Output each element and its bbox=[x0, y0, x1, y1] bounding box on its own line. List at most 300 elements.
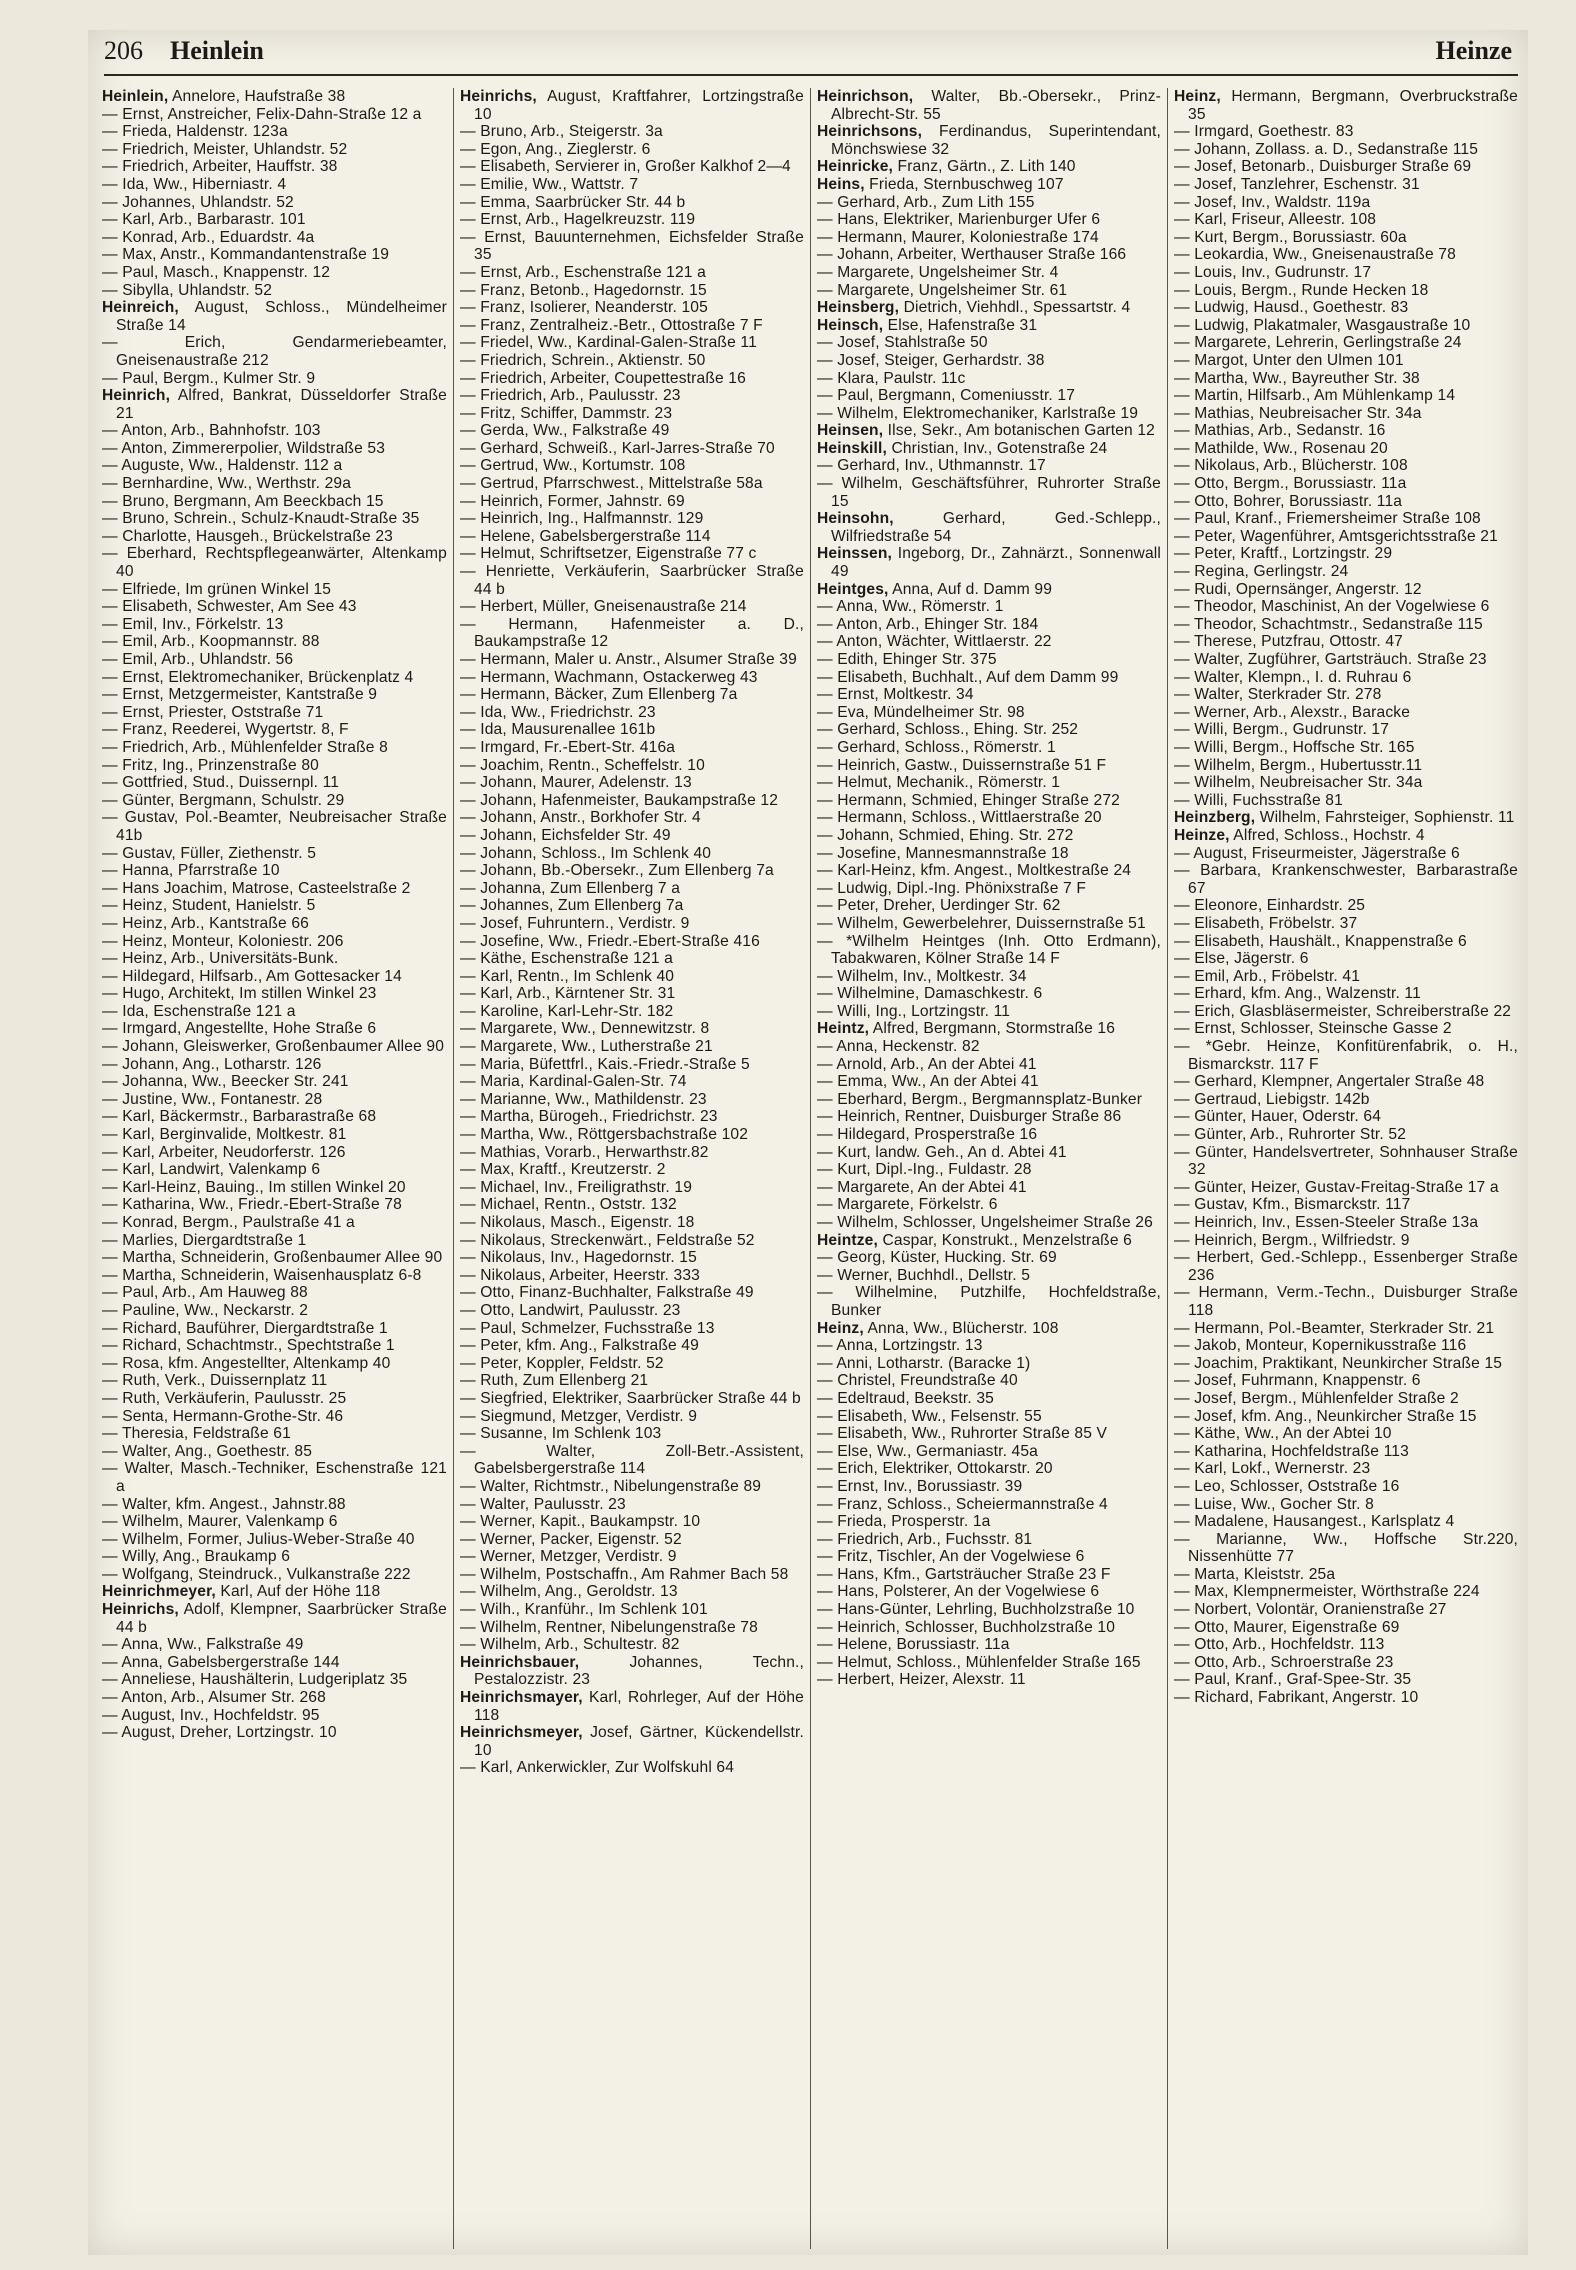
entry-text: — Wilhelm, Former, Julius-Weber-Straße 40 bbox=[102, 1530, 415, 1548]
entry-text: — Anton, Arb., Bahnhofstr. 103 bbox=[102, 422, 321, 440]
directory-entry bbox=[817, 229, 1161, 247]
directory-entry bbox=[817, 211, 1161, 229]
directory-entry bbox=[460, 1689, 804, 1724]
directory-entry bbox=[817, 1583, 1161, 1601]
directory-entry bbox=[817, 1179, 1161, 1197]
entry-text: — Elfriede, Im grünen Winkel 15 bbox=[102, 580, 332, 598]
entry-text: — Johann, Anstr., Borkhofer Str. 4 bbox=[460, 809, 701, 827]
directory-entry bbox=[817, 897, 1161, 915]
entry-text: — Eva, Mündelheimer Str. 98 bbox=[817, 703, 1025, 721]
directory-entry bbox=[460, 1759, 804, 1777]
directory-entry bbox=[460, 475, 804, 493]
header-right-guide-word: Heinze bbox=[1435, 36, 1512, 65]
directory-entry bbox=[1174, 405, 1518, 423]
entry-text: — Josef, kfm. Ang., Neunkircher Straße 15 bbox=[1174, 1407, 1477, 1425]
entry-text: — Erich, Elektriker, Ottokarstr. 20 bbox=[817, 1460, 1053, 1478]
entry-text: — Martha, Bürogeh., Friedrichstr. 23 bbox=[460, 1108, 718, 1126]
directory-entry bbox=[460, 1654, 804, 1689]
page-number: 206 bbox=[104, 36, 143, 65]
entry-text: — Käthe, Ww., An der Abtei 10 bbox=[1174, 1425, 1392, 1443]
directory-entry bbox=[817, 1232, 1161, 1250]
directory-entry bbox=[460, 616, 804, 651]
entry-text: — Friedrich, Meister, Uhlandstr. 52 bbox=[102, 140, 348, 158]
directory-entry bbox=[102, 721, 447, 739]
directory-entry bbox=[102, 1196, 447, 1214]
entry-text: — Josefine, Ww., Friedr.-Ebert-Straße 416 bbox=[460, 932, 760, 950]
directory-entry bbox=[1174, 1654, 1518, 1672]
directory-entry bbox=[102, 1390, 447, 1408]
entry-text: — Ernst, Priester, Oststraße 71 bbox=[102, 703, 324, 721]
directory-entry bbox=[102, 1056, 447, 1074]
directory-entry bbox=[1174, 862, 1518, 897]
directory-entry bbox=[102, 229, 447, 247]
directory-entry bbox=[817, 1020, 1161, 1038]
directory-entry bbox=[102, 457, 447, 475]
directory-entry bbox=[102, 1179, 447, 1197]
directory-entry bbox=[102, 651, 447, 669]
entry-text: — Gustav, Kfm., Bismarckstr. 117 bbox=[1174, 1196, 1411, 1214]
directory-entry bbox=[817, 1038, 1161, 1056]
directory-entry bbox=[460, 968, 804, 986]
entry-text: — Käthe, Eschenstraße 121 a bbox=[460, 950, 673, 968]
entry-text: Ingeborg, Dr., Zahnärzt., Sonnenwall 49 bbox=[831, 545, 1161, 581]
entry-text: — Willi, Ing., Lortzingstr. 11 bbox=[817, 1002, 1011, 1020]
directory-entry bbox=[460, 686, 804, 704]
directory-entry bbox=[102, 862, 447, 880]
entry-text: — Margarete, An der Abtei 41 bbox=[817, 1178, 1027, 1196]
entry-text: — Werner, Metzger, Verdistr. 9 bbox=[460, 1548, 677, 1566]
entry-text: — Susanne, Im Schlenk 103 bbox=[460, 1425, 662, 1443]
directory-entry bbox=[1174, 334, 1518, 352]
entry-text: — Margarete, Ww., Lutherstraße 21 bbox=[460, 1038, 713, 1056]
directory-entry bbox=[102, 1425, 447, 1443]
directory-entry bbox=[1174, 440, 1518, 458]
entry-text: Walter, Bb.-Obersekr., Prinz-Albrecht-Str. 55 bbox=[831, 88, 1161, 123]
directory-entry bbox=[460, 229, 804, 264]
directory-entry bbox=[460, 563, 804, 598]
entry-text: — Elisabeth, Haushält., Knappenstraße 6 bbox=[1174, 932, 1467, 950]
entry-text: — Max, Klempnermeister, Wörthstraße 224 bbox=[1174, 1583, 1480, 1601]
directory-entry bbox=[1174, 633, 1518, 651]
directory-entry bbox=[1174, 915, 1518, 933]
directory-entry bbox=[460, 510, 804, 528]
directory-entry bbox=[817, 827, 1161, 845]
directory-entry bbox=[1174, 123, 1518, 141]
entry-text: Franz, Gärtn., Z. Lith 140 bbox=[893, 158, 1076, 176]
entry-text: — Erhard, kfm. Ang., Walzenstr. 11 bbox=[1174, 985, 1421, 1003]
entry-text: — Hermann, Maler u. Anstr., Alsumer Straße 39 bbox=[460, 651, 797, 668]
entry-text: — Walter, Paulusstr. 23 bbox=[460, 1495, 626, 1513]
directory-entry bbox=[817, 1496, 1161, 1514]
directory-entry bbox=[817, 581, 1161, 599]
directory-entry bbox=[460, 1443, 804, 1478]
entry-text: — Emil, Arb., Uhlandstr. 56 bbox=[102, 651, 294, 668]
entry-text: — Margot, Unter den Ulmen 101 bbox=[1174, 351, 1404, 369]
directory-entry bbox=[1174, 1232, 1518, 1250]
directory-entry bbox=[1174, 299, 1518, 317]
directory-entry bbox=[817, 1144, 1161, 1162]
entry-text: — Elisabeth, Schwester, Am See 43 bbox=[102, 598, 357, 616]
directory-entry bbox=[817, 598, 1161, 616]
entry-text: — Gustav, Pol.-Beamter, Neubreisacher Straße 41b bbox=[102, 809, 447, 844]
entry-text: — Emil, Arb., Koopmannstr. 88 bbox=[102, 633, 320, 651]
entry-text: — Friedrich, Arb., Mühlenfelder Straße 8 bbox=[102, 738, 388, 756]
surname: Heinsohn, bbox=[817, 510, 894, 528]
directory-entry bbox=[460, 299, 804, 317]
directory-entry bbox=[460, 1478, 804, 1496]
entry-text: — Wilhelm, Neubreisacher Str. 34a bbox=[1174, 774, 1423, 792]
directory-entry bbox=[102, 1091, 447, 1109]
directory-entry bbox=[1174, 370, 1518, 388]
surname: Heinreich, bbox=[102, 299, 179, 317]
entry-text: — Anna, Ww., Römerstr. 1 bbox=[817, 598, 1004, 616]
directory-entry bbox=[460, 405, 804, 423]
entry-text: — Hermann, Bäcker, Zum Ellenberg 7a bbox=[460, 686, 738, 704]
entry-text: — Gerhard, Schloss., Ehing. Str. 252 bbox=[817, 721, 1079, 739]
directory-entry bbox=[1174, 1179, 1518, 1197]
directory-entry bbox=[460, 862, 804, 880]
directory-entry bbox=[460, 721, 804, 739]
directory-entry bbox=[817, 370, 1161, 388]
directory-entry bbox=[460, 176, 804, 194]
directory-entry bbox=[1174, 264, 1518, 282]
column-2 bbox=[453, 88, 810, 2249]
directory-entry bbox=[1174, 1531, 1518, 1566]
entry-text: — Wilhelm, Elektromechaniker, Karlstraße 19 bbox=[817, 404, 1139, 422]
directory-entry bbox=[102, 1583, 447, 1601]
entry-text: — Heinrich, Bergm., Wilfriedstr. 9 bbox=[1174, 1231, 1410, 1249]
entry-text: — Norbert, Volontär, Oranienstraße 27 bbox=[1174, 1601, 1447, 1619]
entry-text: — Sibylla, Uhlandstr. 52 bbox=[102, 281, 273, 299]
entry-text: — Marlies, Diergardtstraße 1 bbox=[102, 1231, 307, 1249]
surname: Heintze, bbox=[817, 1231, 878, 1249]
directory-entry bbox=[1174, 1460, 1518, 1478]
entry-text: — Anneliese, Haushälterin, Ludgeriplatz 35 bbox=[102, 1671, 408, 1689]
directory-entry bbox=[102, 1531, 447, 1549]
directory-entry bbox=[460, 282, 804, 300]
directory-entry bbox=[102, 1654, 447, 1672]
entry-text: — Gerda, Ww., Falkstraße 49 bbox=[460, 422, 670, 440]
entry-text: — Irmgard, Fr.-Ebert-Str. 416a bbox=[460, 738, 676, 756]
directory-entry bbox=[817, 1548, 1161, 1566]
directory-entry bbox=[817, 1408, 1161, 1426]
directory-entry bbox=[460, 704, 804, 722]
entry-text: — Wilhelm, Bergm., Hubertusstr.11 bbox=[1174, 756, 1423, 774]
entry-text: — Willi, Fuchsstraße 81 bbox=[1174, 791, 1343, 809]
entry-text: — Johann, Hafenmeister, Baukampstraße 12 bbox=[460, 791, 779, 809]
directory-entry bbox=[817, 1478, 1161, 1496]
entry-text: — Werner, Buchhdl., Dellstr. 5 bbox=[817, 1266, 1031, 1284]
entry-text: — Walter, Sterkrader Str. 278 bbox=[1174, 686, 1382, 704]
entry-text: — Wilhelm, Postschaffn., Am Rahmer Bach 58 bbox=[460, 1565, 789, 1583]
directory-entry bbox=[460, 774, 804, 792]
entry-text: — Elisabeth, Servierer in, Großer Kalkhof 2—4 bbox=[460, 158, 791, 176]
directory-entry bbox=[1174, 721, 1518, 739]
entry-text: — Karl, Ankerwickler, Zur Wolfskuhl 64 bbox=[460, 1759, 735, 1777]
directory-entry bbox=[460, 1302, 804, 1320]
entry-text: — Kurt, Dipl.-Ing., Fuldastr. 28 bbox=[817, 1161, 1032, 1179]
entry-text: — Walter, Klempn., I. d. Ruhrau 6 bbox=[1174, 668, 1412, 686]
directory-entry bbox=[817, 1619, 1161, 1637]
entry-text: — Elisabeth, Ww., Ruhrorter Straße 85 V bbox=[817, 1425, 1108, 1443]
entry-text: — Nikolaus, Arbeiter, Heerstr. 333 bbox=[460, 1266, 700, 1284]
entry-text: — Heinrich, Ing., Halfmannstr. 129 bbox=[460, 510, 704, 528]
directory-entry bbox=[817, 1654, 1161, 1672]
entry-text: — Marianne, Ww., Mathildenstr. 23 bbox=[460, 1090, 707, 1108]
directory-entry bbox=[102, 1443, 447, 1461]
entry-text: — Heinrich, Schlosser, Buchholzstraße 10 bbox=[817, 1618, 1116, 1636]
entry-text: Alfred, Schloss., Hochstr. 4 bbox=[1229, 826, 1425, 844]
entry-text: — Heinz, Arb., Kantstraße 66 bbox=[102, 914, 310, 932]
directory-entry bbox=[102, 933, 447, 951]
entry-text: — Josef, Stahlstraße 50 bbox=[817, 334, 988, 352]
entry-text: — Walter, kfm. Angest., Jahnstr.88 bbox=[102, 1495, 346, 1513]
entry-text: — Otto, Bohrer, Borussiastr. 11a bbox=[1174, 492, 1403, 510]
directory-entry bbox=[460, 1126, 804, 1144]
surname: Heinsen, bbox=[817, 422, 884, 440]
directory-entry bbox=[1174, 1355, 1518, 1373]
entry-text: — Fritz, Tischler, An der Vogelwiese 6 bbox=[817, 1548, 1085, 1566]
directory-entry bbox=[460, 1408, 804, 1426]
entry-text: — Ernst, Bauunternehmen, Eichsfelder Straße 35 bbox=[460, 228, 804, 264]
entry-text: — Ruth, Verk., Duissernplatz 11 bbox=[102, 1372, 328, 1390]
directory-entry bbox=[102, 440, 447, 458]
entry-text: — Gerhard, Schweiß., Karl-Jarres-Straße 70 bbox=[460, 439, 775, 457]
entry-text: — Josef, Betonarb., Duisburger Straße 69 bbox=[1174, 158, 1472, 176]
entry-text: — Hans, Kfm., Gartsträucher Straße 23 F bbox=[817, 1565, 1111, 1583]
entry-text: — Günter, Handelsvertreter, Sohnhauser Straße 32 bbox=[1174, 1143, 1518, 1179]
directory-entry bbox=[102, 1038, 447, 1056]
entry-text: — Michael, Rentn., Oststr. 132 bbox=[460, 1196, 677, 1214]
directory-entry bbox=[1174, 1284, 1518, 1319]
directory-entry bbox=[460, 598, 804, 616]
directory-entry bbox=[817, 933, 1161, 968]
entry-text: — Martha, Ww., Röttgersbachstraße 102 bbox=[460, 1126, 749, 1144]
entry-text: — Otto, Bergm., Borussiastr. 11a bbox=[1174, 475, 1407, 493]
entry-text: — Anna, Heckenstr. 82 bbox=[817, 1038, 980, 1056]
entry-text: — Anton, Arb., Ehinger Str. 184 bbox=[817, 615, 1039, 633]
entry-text: — Klara, Paulstr. 11c bbox=[817, 369, 966, 387]
entry-text: — Margarete, Ungelsheimer Str. 61 bbox=[817, 281, 1068, 299]
entry-text: — Margarete, Förkelstr. 6 bbox=[817, 1196, 998, 1214]
directory-entry bbox=[1174, 809, 1518, 827]
directory-entry bbox=[102, 792, 447, 810]
entry-text: — Nikolaus, Arb., Blücherstr. 108 bbox=[1174, 457, 1408, 475]
entry-text: — Leo, Schlosser, Oststraße 16 bbox=[1174, 1477, 1400, 1495]
entry-text: — Wilhelm, Arb., Schultestr. 82 bbox=[460, 1636, 680, 1654]
directory-entry bbox=[1174, 1320, 1518, 1338]
entry-text: — Irmgard, Goethestr. 83 bbox=[1174, 123, 1354, 141]
entry-text: — Johann, Maurer, Adelenstr. 13 bbox=[460, 774, 692, 792]
directory-entry bbox=[460, 1531, 804, 1549]
page-header bbox=[104, 36, 1518, 76]
entry-text: — Theodor, Maschinist, An der Vogelwiese 6 bbox=[1174, 598, 1490, 616]
entry-text: — Otto, Finanz-Buchhalter, Falkstraße 49 bbox=[460, 1284, 754, 1302]
directory-entry bbox=[817, 1056, 1161, 1074]
directory-entry bbox=[1174, 211, 1518, 229]
directory-entry bbox=[460, 792, 804, 810]
directory-entry bbox=[817, 1601, 1161, 1619]
directory-entry bbox=[817, 1091, 1161, 1109]
entry-text: — Karl, Landwirt, Valenkamp 6 bbox=[102, 1161, 321, 1179]
directory-entry bbox=[1174, 651, 1518, 669]
entry-text: — Ernst, Moltkestr. 34 bbox=[817, 686, 974, 704]
directory-entry bbox=[460, 809, 804, 827]
entry-text: — Hans-Günter, Lehrling, Buchholzstraße 10 bbox=[817, 1601, 1135, 1619]
entry-text: Adolf, Klempner, Saarbrücker Straße 44 b bbox=[116, 1601, 447, 1636]
entry-text: — Friedel, Ww., Kardinal-Galen-Straße 11 bbox=[460, 334, 757, 352]
directory-entry bbox=[1174, 246, 1518, 264]
entry-text: — Frieda, Haldenstr. 123a bbox=[102, 123, 288, 141]
entry-text: — Rosa, kfm. Angestellter, Altenkamp 40 bbox=[102, 1354, 391, 1372]
column-1 bbox=[96, 88, 453, 2249]
entry-text: Else, Hafenstraße 31 bbox=[883, 316, 1038, 334]
directory-entry bbox=[817, 299, 1161, 317]
directory-entry bbox=[102, 264, 447, 282]
entry-text: — Ernst, Elektromechaniker, Brückenplatz 4 bbox=[102, 668, 414, 686]
entry-text: — Werner, Kapit., Baukampstr. 10 bbox=[460, 1513, 701, 1531]
directory-entry bbox=[1174, 1073, 1518, 1091]
directory-entry bbox=[1174, 1038, 1518, 1073]
entry-text: — Helmut, Schloss., Mühlenfelder Straße 165 bbox=[817, 1653, 1141, 1671]
entry-text: — Emil, Inv., Förkelstr. 13 bbox=[102, 615, 284, 633]
directory-entry bbox=[1174, 563, 1518, 581]
directory-entry bbox=[817, 1249, 1161, 1267]
directory-entry bbox=[102, 686, 447, 704]
entry-text: — Richard, Schachtmstr., Spechtstraße 1 bbox=[102, 1337, 395, 1355]
directory-entry bbox=[817, 387, 1161, 405]
entry-text: — Johann, Arbeiter, Werthauser Straße 166 bbox=[817, 246, 1127, 264]
directory-entry bbox=[817, 1003, 1161, 1021]
directory-entry bbox=[817, 264, 1161, 282]
entry-text: — Gerhard, Arb., Zum Lith 155 bbox=[817, 193, 1035, 211]
directory-entry bbox=[817, 1355, 1161, 1373]
directory-page bbox=[88, 30, 1528, 2255]
entry-text: — Hildegard, Hilfsarb., Am Gottesacker 14 bbox=[102, 967, 402, 985]
entry-text: — Theresia, Feldstraße 61 bbox=[102, 1425, 291, 1443]
entry-text: — Gerhard, Inv., Uthmannstr. 17 bbox=[817, 457, 1046, 475]
entry-text: — Hermann, Pol.-Beamter, Sterkrader Str. 21 bbox=[1174, 1319, 1495, 1337]
directory-entry bbox=[102, 598, 447, 616]
directory-entry bbox=[817, 440, 1161, 458]
directory-entry bbox=[460, 669, 804, 687]
entry-text: August, Kraftfahrer, Lortzingstraße 10 bbox=[474, 88, 804, 123]
entry-text: — Martha, Schneiderin, Waisenhausplatz 6-8 bbox=[102, 1266, 422, 1284]
surname: Heinskill, bbox=[817, 439, 887, 457]
entry-text: — Herbert, Müller, Gneisenaustraße 214 bbox=[460, 598, 747, 616]
entry-text: — Gottfried, Stud., Duissernpl. 11 bbox=[102, 774, 340, 792]
directory-entry bbox=[102, 704, 447, 722]
directory-entry bbox=[460, 1566, 804, 1584]
directory-entry bbox=[1174, 1636, 1518, 1654]
directory-entry bbox=[1174, 985, 1518, 1003]
directory-entry bbox=[817, 845, 1161, 863]
directory-entry bbox=[102, 1724, 447, 1742]
entry-text: — Wilhelm, Geschäftsführer, Ruhrorter Straße 15 bbox=[817, 475, 1161, 510]
entry-text: — Emma, Saarbrücker Str. 44 b bbox=[460, 193, 686, 211]
directory-entry bbox=[1174, 1583, 1518, 1601]
entry-text: — Elisabeth, Buchhalt., Auf dem Damm 99 bbox=[817, 668, 1119, 686]
directory-entry bbox=[1174, 1689, 1518, 1707]
entry-text: — Rudi, Opernsänger, Angerstr. 12 bbox=[1174, 580, 1422, 598]
surname: Heinrichs, bbox=[102, 1601, 179, 1619]
entry-text: — Paul, Bergmann, Comeniusstr. 17 bbox=[817, 387, 1076, 405]
entry-text: — Emil, Arb., Fröbelstr. 41 bbox=[1174, 967, 1361, 985]
entry-text: — Heinrich, Former, Jahnstr. 69 bbox=[460, 492, 685, 510]
entry-text: — Christel, Freundstraße 40 bbox=[817, 1372, 1018, 1390]
directory-entry bbox=[1174, 845, 1518, 863]
directory-entry bbox=[102, 370, 447, 388]
surname: Heinrichson, bbox=[817, 88, 914, 105]
entry-text: — Johann, Ang., Lotharstr. 126 bbox=[102, 1055, 322, 1073]
directory-entry bbox=[817, 176, 1161, 194]
directory-entry bbox=[460, 897, 804, 915]
directory-entry bbox=[102, 880, 447, 898]
directory-entry bbox=[460, 757, 804, 775]
surname: Heinrichmeyer, bbox=[102, 1583, 216, 1601]
entry-text: — Ernst, Inv., Borussiastr. 39 bbox=[817, 1477, 1023, 1495]
directory-entry bbox=[102, 616, 447, 634]
directory-entry bbox=[460, 1249, 804, 1267]
entry-text: Caspar, Konstrukt., Menzelstraße 6 bbox=[878, 1231, 1132, 1249]
entry-text: — Anna, Ww., Falkstraße 49 bbox=[102, 1636, 304, 1654]
entry-text: — Eberhard, Bergm., Bergmannsplatz-Bunker bbox=[817, 1090, 1143, 1108]
directory-entry bbox=[817, 1161, 1161, 1179]
directory-entry bbox=[460, 1355, 804, 1373]
directory-entry bbox=[460, 1513, 804, 1531]
directory-entry bbox=[102, 757, 447, 775]
entry-text: — Max, Kraftf., Kreutzerstr. 2 bbox=[460, 1161, 666, 1179]
entry-text: — Georg, Küster, Hucking. Str. 69 bbox=[817, 1249, 1057, 1267]
directory-entry bbox=[817, 633, 1161, 651]
entry-text: — Wilhelm, Rentner, Nibelungenstraße 78 bbox=[460, 1618, 758, 1636]
directory-entry bbox=[1174, 1091, 1518, 1109]
entry-text: — Karl, Arb., Kärntener Str. 31 bbox=[460, 985, 676, 1003]
entry-text: — Karl-Heinz, Bauing., Im stillen Winkel 20 bbox=[102, 1178, 406, 1196]
directory-entry bbox=[817, 1636, 1161, 1654]
entry-text: — Ernst, Arb., Eschenstraße 121 a bbox=[460, 263, 706, 281]
directory-entry bbox=[1174, 158, 1518, 176]
entry-text: — Gertrud, Pfarrschwest., Mittelstraße 58a bbox=[460, 475, 763, 493]
directory-entry bbox=[460, 827, 804, 845]
entry-text: — Nikolaus, Masch., Eigenstr. 18 bbox=[460, 1214, 695, 1231]
entry-text: — Regina, Gerlingstr. 24 bbox=[1174, 563, 1349, 581]
entry-text: — Michael, Inv., Freiligrathstr. 19 bbox=[460, 1178, 693, 1196]
entry-text: — Kurt, Bergm., Borussiastr. 60a bbox=[1174, 228, 1407, 246]
entry-text: — Peter, kfm. Ang., Falkstraße 49 bbox=[460, 1337, 699, 1355]
entry-text: — Ruth, Verkäuferin, Paulusstr. 25 bbox=[102, 1389, 347, 1407]
directory-entry bbox=[102, 1302, 447, 1320]
entry-text: — Hans, Polsterer, An der Vogelwiese 6 bbox=[817, 1583, 1100, 1601]
directory-entry bbox=[1174, 141, 1518, 159]
entry-text: — Franz, Zentralheiz.-Betr., Ottostraße 7 F bbox=[460, 316, 763, 334]
entry-text: — Katharina, Ww., Friedr.-Ebert-Straße 78 bbox=[102, 1196, 402, 1214]
directory-entry bbox=[102, 1249, 447, 1267]
directory-entry bbox=[460, 334, 804, 352]
directory-entry bbox=[460, 1284, 804, 1302]
entry-text: — Bruno, Schrein., Schulz-Knaudt-Straße 35 bbox=[102, 510, 420, 528]
directory-entry bbox=[102, 545, 447, 580]
directory-entry bbox=[460, 1038, 804, 1056]
directory-entry bbox=[817, 721, 1161, 739]
directory-entry bbox=[102, 1108, 447, 1126]
directory-entry bbox=[102, 1460, 447, 1495]
directory-entry bbox=[460, 880, 804, 898]
entry-text: — Willy, Ang., Braukamp 6 bbox=[102, 1548, 291, 1566]
entry-text: — August, Dreher, Lortzingstr. 10 bbox=[102, 1724, 337, 1742]
entry-text: — Franz, Schloss., Scheiermannstraße 4 bbox=[817, 1495, 1108, 1513]
directory-entry bbox=[102, 985, 447, 1003]
